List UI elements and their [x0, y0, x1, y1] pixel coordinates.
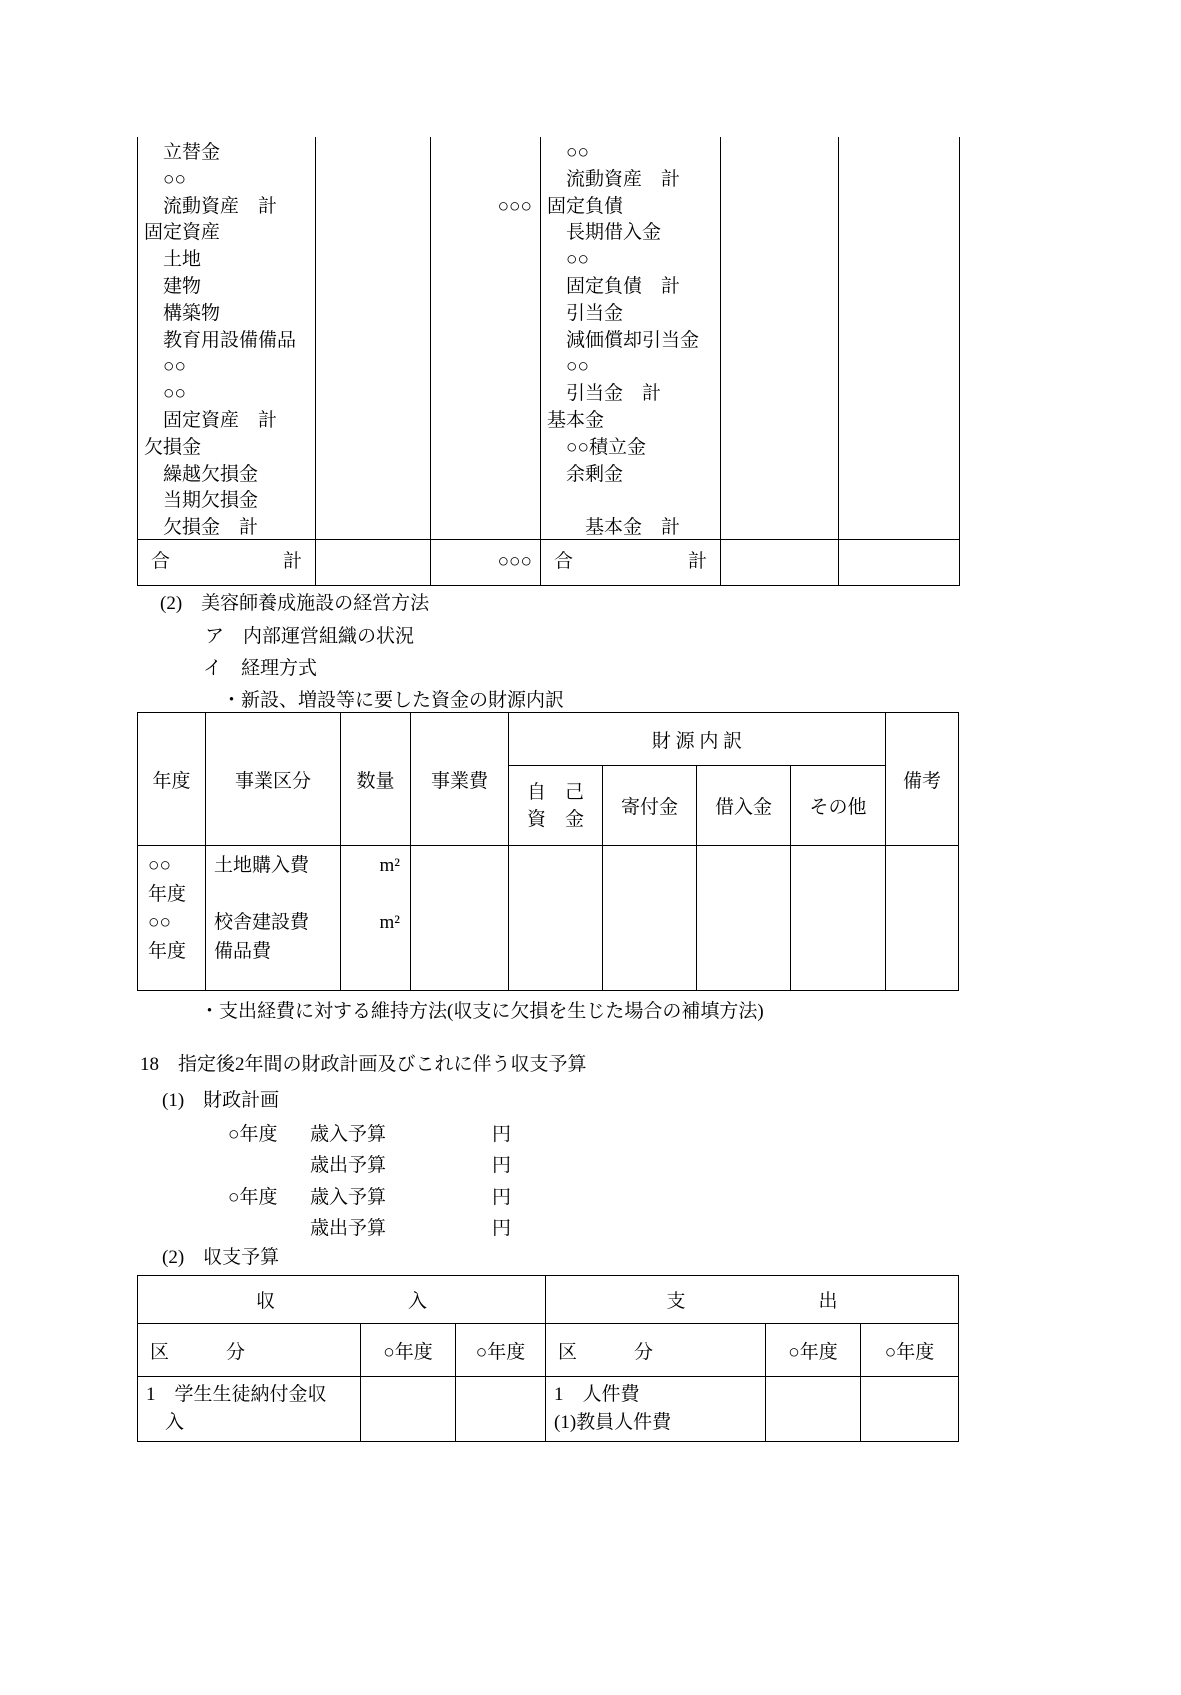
budget-line-unit: 円	[492, 1155, 512, 1177]
budget-line-unit: 円	[492, 1186, 512, 1208]
balance-right-item: 引当金	[547, 302, 624, 324]
balance-right-item: ○○	[547, 249, 589, 271]
balance-right-item: 基本金	[547, 409, 605, 431]
funding-header-cost: 事業費	[411, 713, 509, 846]
funding-year-line: 年度	[148, 883, 187, 905]
balance-total-right-empty-2	[838, 540, 960, 586]
budget-expense-header: 支 出	[546, 1276, 959, 1324]
financial-plan-lines	[228, 1119, 511, 1244]
balance-right-item: 固定負債	[547, 195, 624, 217]
balance-left-item: 立替金	[144, 142, 221, 163]
funding-year-line: ○○	[148, 855, 171, 876]
funding-quantity-line	[345, 881, 400, 910]
balance-left-item: 教育用設備備品	[144, 329, 297, 351]
funding-category-line	[214, 881, 336, 910]
budget-line-year	[228, 1150, 310, 1181]
budget-income-category-header: 区 分	[138, 1324, 361, 1377]
budget-line-year: ○年度	[228, 1186, 278, 1208]
budget-expense-item-line: 1 人件費	[554, 1384, 640, 1405]
income-expense-budget-table	[137, 1275, 959, 1442]
funding-cell-cost	[411, 846, 509, 991]
budget-income-year2-header: ○年度	[456, 1324, 546, 1377]
funding-cell-donations	[603, 846, 697, 991]
funding-header-category: 事業区分	[206, 713, 341, 846]
balance-left-items-cell	[137, 137, 315, 540]
budget-line-unit: 円	[492, 1124, 512, 1145]
balance-left-item: ○○	[144, 168, 186, 190]
balance-left-item: 固定資産	[144, 222, 221, 244]
budget-line-year	[228, 1213, 310, 1244]
funding-header-loans: 借入金	[697, 766, 791, 846]
balance-right-item: 引当金 計	[547, 383, 662, 405]
budget-expense-category-header: 区 分	[546, 1324, 766, 1377]
balance-right-item: ○○積立金	[547, 436, 646, 458]
funding-cell-category	[206, 846, 341, 991]
budget-expense-year1-header: ○年度	[766, 1324, 861, 1377]
balance-total-amount: ○○○	[430, 540, 540, 586]
budget-line-label: 歳入予算	[310, 1186, 387, 1208]
balance-right-subtotal-col	[838, 137, 960, 540]
funding-quantity-line: m²	[379, 855, 400, 876]
budget-line-year: ○年度	[228, 1124, 278, 1145]
balance-left-item: 欠損金	[144, 436, 202, 458]
balance-right-item: 余剰金	[547, 463, 624, 485]
balance-left-item: 土地	[144, 249, 202, 271]
budget-line-label: 歳出予算	[310, 1155, 387, 1177]
funding-header-year: 年度	[138, 713, 206, 846]
self-funds-header-line: 自 己	[526, 781, 584, 803]
funding-header-remarks: 備考	[886, 713, 959, 846]
budget-income-year1-header: ○年度	[361, 1324, 456, 1377]
budget-expense-year2-cell	[861, 1377, 959, 1442]
budget-expense-item-cell	[546, 1377, 766, 1442]
self-funds-header-line: 資 金	[526, 808, 584, 830]
budget-income-item-cell	[138, 1377, 361, 1442]
funding-category-line: 校舎建設費	[214, 912, 310, 934]
financial-plan-sub2: (2) 収支予算	[162, 1247, 280, 1268]
budget-expense-item-line: (1)教員人件費	[554, 1412, 672, 1433]
budget-income-header: 収 入	[138, 1276, 546, 1324]
balance-right-amount-col	[720, 137, 838, 540]
budget-line-label: 歳出予算	[310, 1217, 387, 1239]
budget-expense-year1-cell	[766, 1377, 861, 1442]
budget-expense-year2-header: ○年度	[861, 1324, 959, 1377]
funding-cell-year	[138, 846, 206, 991]
funding-header-quantity: 数量	[341, 713, 411, 846]
funding-year-line: 年度	[148, 940, 187, 962]
balance-right-item	[547, 488, 716, 515]
funding-cell-remarks	[886, 846, 959, 991]
funding-cell-other	[791, 846, 886, 991]
budget-line	[228, 1150, 511, 1181]
funding-cell-quantity	[341, 846, 411, 991]
balance-right-item: 流動資産 計	[547, 168, 681, 190]
balance-left-item: 構築物	[144, 302, 221, 324]
funding-header-self-funds	[509, 766, 603, 846]
financial-plan-sub1: (1) 財政計画	[162, 1090, 280, 1111]
funding-quantity-line	[345, 938, 400, 967]
balance-right-item: 減価償却引当金	[547, 329, 700, 351]
budget-line	[228, 1213, 511, 1244]
balance-left-amount-col	[315, 137, 430, 540]
budget-income-year1-cell	[361, 1377, 456, 1442]
management-heading: (2) 美容師養成施設の経営方法	[160, 593, 430, 614]
funding-sources-table	[137, 712, 959, 991]
balance-left-item: 建物	[144, 275, 202, 297]
funding-header-other: その他	[791, 766, 886, 846]
funding-cell-loans	[697, 846, 791, 991]
funding-quantity-line: m²	[379, 912, 400, 934]
budget-line	[228, 1119, 511, 1150]
balance-right-items-cell	[540, 137, 720, 540]
balance-left-item: ○○	[144, 383, 186, 405]
funding-category-line: 備品費	[214, 940, 272, 962]
balance-left-item: 固定資産 計	[144, 409, 278, 431]
balance-right-item: 長期借入金	[547, 222, 662, 244]
financial-plan-heading: 18 指定後2年間の財政計画及びこれに伴う収支予算	[140, 1054, 587, 1075]
balance-right-item: ○○	[547, 356, 589, 378]
balance-sheet-table	[137, 137, 960, 586]
maintenance-bullet: ・支出経費に対する維持方法(収支に欠損を生じた場合の補填方法)	[200, 1001, 764, 1022]
balance-left-subtotal-amount: ○○○	[497, 195, 532, 217]
funding-category-line: 土地購入費	[214, 855, 310, 876]
balance-right-item: 固定負債 計	[547, 275, 681, 297]
budget-income-item-line: 1 学生生徒納付金収	[146, 1384, 327, 1405]
balance-total-right-label: 合計	[540, 540, 720, 586]
balance-total-right-empty-1	[720, 540, 838, 586]
balance-left-item: 繰越欠損金	[144, 463, 259, 485]
funding-cell-self-funds	[509, 846, 603, 991]
budget-income-item-line: 入	[146, 1412, 185, 1433]
balance-left-subtotal-col	[430, 137, 540, 540]
balance-left-item: 流動資産 計	[144, 195, 278, 217]
balance-total-left-empty	[315, 540, 430, 586]
funding-header-donations: 寄付金	[603, 766, 697, 846]
balance-left-item: 当期欠損金	[144, 490, 259, 512]
funding-year-line: ○○	[148, 912, 171, 934]
budget-line	[228, 1182, 511, 1213]
budget-line-unit: 円	[492, 1217, 512, 1239]
funding-header-sources-group: 財 源 内 訳	[509, 713, 886, 766]
balance-left-item: 欠損金 計	[144, 517, 259, 539]
budget-line-label: 歳入予算	[310, 1124, 387, 1145]
funding-breakdown-bullet: ・新設、増設等に要した資金の財源内訳	[222, 690, 565, 711]
balance-right-item: ○○	[547, 142, 589, 163]
management-item-a: ア 内部運営組織の状況	[205, 626, 415, 647]
balance-left-item: ○○	[144, 356, 186, 378]
management-item-i: イ 経理方式	[203, 658, 318, 679]
budget-income-year2-cell	[456, 1377, 546, 1442]
balance-total-left-label: 合計	[137, 540, 315, 586]
balance-right-item: 基本金 計	[547, 517, 681, 539]
